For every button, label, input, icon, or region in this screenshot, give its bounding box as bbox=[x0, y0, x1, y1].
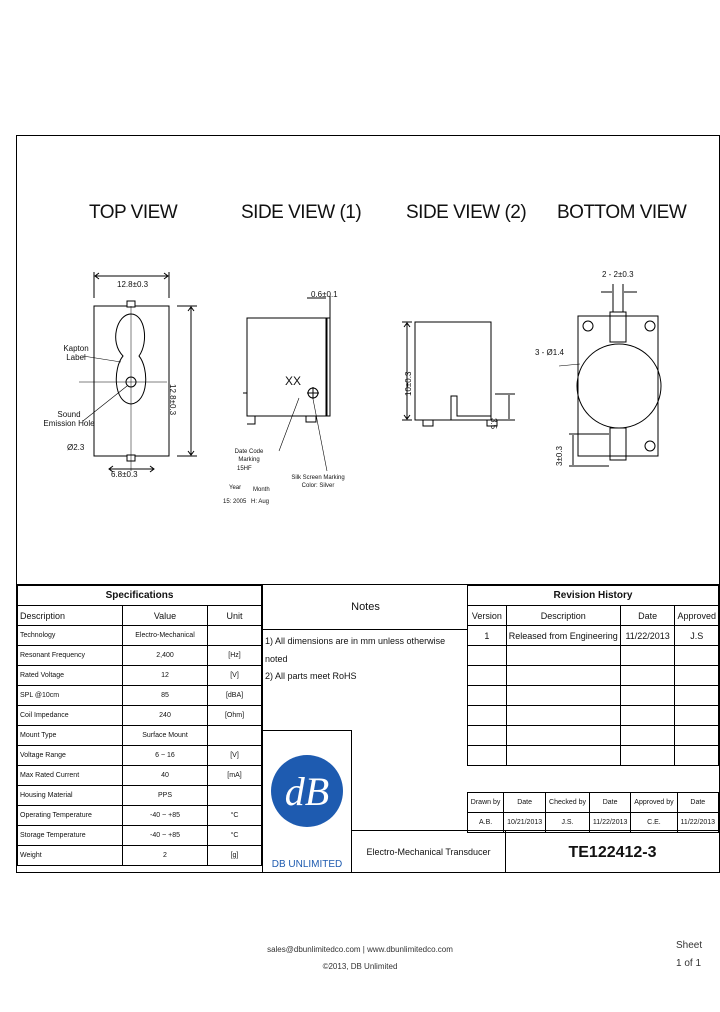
date-code-example: 15HF bbox=[237, 466, 252, 472]
drawing-sheet bbox=[16, 135, 720, 873]
rev-col-description: Description bbox=[506, 606, 620, 626]
spec-value: 85 bbox=[123, 686, 208, 706]
logo-text: DB UNLIMITED bbox=[271, 859, 343, 870]
spec-row bbox=[18, 726, 262, 746]
spec-row bbox=[18, 686, 262, 706]
drawn-date-label: Date bbox=[504, 793, 546, 813]
rev-approved: J.S bbox=[675, 626, 719, 646]
approved-date-label: Date bbox=[677, 793, 718, 813]
spec-description: Housing Material bbox=[18, 786, 123, 806]
silk-screen-callout: Silk Screen Marking Color: Silver bbox=[291, 475, 345, 489]
notes-panel bbox=[262, 585, 468, 730]
side-view-1-title: SIDE VIEW (1) bbox=[241, 202, 362, 223]
product-name: Electro-Mechanical Transducer bbox=[352, 830, 506, 873]
side2-height-dim: 10±0.3 bbox=[404, 371, 413, 396]
spec-value: 12 bbox=[123, 666, 208, 686]
notes-title: Notes bbox=[263, 585, 468, 630]
sound-hole-callout: Sound Emission Hole bbox=[43, 410, 95, 428]
drawn-by-value: A.B. bbox=[468, 813, 504, 833]
spec-unit: [V] bbox=[208, 746, 262, 766]
signoff-table bbox=[467, 792, 719, 833]
spec-unit bbox=[208, 786, 262, 806]
spec-value: 240 bbox=[123, 706, 208, 726]
drawn-date-value: 10/21/2013 bbox=[504, 813, 546, 833]
specs-col-value: Value bbox=[123, 606, 208, 626]
drawn-by-label: Drawn by bbox=[468, 793, 504, 813]
revision-title: Revision History bbox=[468, 586, 719, 606]
spec-description: Max Rated Current bbox=[18, 766, 123, 786]
spec-value: 40 bbox=[123, 766, 208, 786]
spec-value: -40 ~ +85 bbox=[123, 826, 208, 846]
spec-description: Mount Type bbox=[18, 726, 123, 746]
spec-description: Voltage Range bbox=[18, 746, 123, 766]
top-view-title: TOP VIEW bbox=[89, 202, 178, 223]
rev-col-date: Date bbox=[620, 606, 675, 626]
bottom-view-title: BOTTOM VIEW bbox=[557, 202, 687, 223]
rev-col-approved: Approved bbox=[675, 606, 719, 626]
notes-line-2: 2) All parts meet RoHS bbox=[265, 671, 357, 681]
spec-row bbox=[18, 766, 262, 786]
spec-row bbox=[18, 706, 262, 726]
spec-row bbox=[18, 846, 262, 866]
spec-description: Operating Temperature bbox=[18, 806, 123, 826]
approved-by-label: Approved by bbox=[631, 793, 677, 813]
specs-col-description: Description bbox=[18, 606, 123, 626]
spec-description: SPL @10cm bbox=[18, 686, 123, 706]
spec-row bbox=[18, 626, 262, 646]
spec-value: PPS bbox=[123, 786, 208, 806]
side1-thickness-dim: 0.6±0.1 bbox=[311, 290, 338, 299]
specs-col-unit: Unit bbox=[208, 606, 262, 626]
date-month-label: Month bbox=[253, 487, 270, 493]
spec-value: -40 ~ +85 bbox=[123, 806, 208, 826]
side-view-2-title: SIDE VIEW (2) bbox=[406, 202, 527, 223]
spec-description: Resonant Frequency bbox=[18, 646, 123, 666]
hole-diameter-callout: Ø2.3 bbox=[67, 443, 85, 452]
spec-value: Electro-Mechanical bbox=[123, 626, 208, 646]
part-number: TE122412-3 bbox=[506, 830, 719, 873]
spec-row bbox=[18, 646, 262, 666]
checked-date-value: 11/22/2013 bbox=[589, 813, 630, 833]
approved-by-value: C.E. bbox=[631, 813, 677, 833]
spec-unit bbox=[208, 726, 262, 746]
specifications-table bbox=[17, 585, 262, 866]
spec-unit: °C bbox=[208, 806, 262, 826]
logo-mark: dB bbox=[284, 769, 330, 814]
date-code-callout: Date Code Marking bbox=[234, 449, 264, 463]
spec-row bbox=[18, 806, 262, 826]
sheet-label: Sheet bbox=[676, 940, 703, 951]
spec-unit: [V] bbox=[208, 666, 262, 686]
spec-value: 2,400 bbox=[123, 646, 208, 666]
spec-unit: [Hz] bbox=[208, 646, 262, 666]
bottom-pin-height-dim: 3±0.3 bbox=[555, 446, 564, 466]
spec-unit: [Ohm] bbox=[208, 706, 262, 726]
spec-value: 2 bbox=[123, 846, 208, 866]
kapton-label-callout: Kapton Label bbox=[63, 344, 89, 362]
spec-unit: [mA] bbox=[208, 766, 262, 786]
checked-by-value: J.S. bbox=[546, 813, 590, 833]
specs-title: Specifications bbox=[18, 586, 262, 606]
footer-contact[interactable]: sales@dbunlimitedco.com | www.dbunlimitedco.com bbox=[267, 945, 453, 954]
notes-line-1: 1) All dimensions are in mm unless otherwise noted bbox=[265, 636, 446, 664]
top-height-dim: 12.8±0.3 bbox=[168, 384, 177, 416]
db-logo-icon bbox=[263, 731, 351, 851]
approved-date-value: 11/22/2013 bbox=[677, 813, 718, 833]
date-year-value: 15: 2005 bbox=[223, 499, 247, 505]
footer-copyright: ©2013, DB Unlimited bbox=[322, 962, 398, 971]
checked-by-label: Checked by bbox=[546, 793, 590, 813]
spec-unit bbox=[208, 626, 262, 646]
logo-box bbox=[262, 730, 352, 873]
bottom-view-drawing bbox=[559, 284, 661, 466]
top-width-dim: 12.8±0.3 bbox=[117, 280, 149, 289]
bottom-holes-dim: 3 - Ø1.4 bbox=[535, 348, 564, 357]
spec-description: Coil Impedance bbox=[18, 706, 123, 726]
rev-date: 11/22/2013 bbox=[620, 626, 675, 646]
spec-row bbox=[18, 746, 262, 766]
checked-date-label: Date bbox=[589, 793, 630, 813]
spec-value: Surface Mount bbox=[123, 726, 208, 746]
top-bottom-width-dim: 6.8±0.3 bbox=[111, 470, 138, 479]
spec-row bbox=[18, 666, 262, 686]
spec-unit: °C bbox=[208, 826, 262, 846]
spec-value: 6 ~ 16 bbox=[123, 746, 208, 766]
spec-row bbox=[18, 786, 262, 806]
side-view-2-drawing bbox=[402, 322, 515, 426]
spec-description: Weight bbox=[18, 846, 123, 866]
spec-row bbox=[18, 826, 262, 846]
bottom-pin-gap-dim: 2 - 2±0.3 bbox=[602, 270, 634, 279]
revision-table bbox=[467, 585, 719, 766]
spec-description: Technology bbox=[18, 626, 123, 646]
rev-description: Released from Engineering bbox=[506, 626, 620, 646]
top-view-drawing bbox=[79, 272, 197, 472]
rev-version: 1 bbox=[468, 626, 507, 646]
spec-unit: [g] bbox=[208, 846, 262, 866]
spec-description: Storage Temperature bbox=[18, 826, 123, 846]
date-year-label: Year bbox=[229, 485, 242, 491]
rev-col-version: Version bbox=[468, 606, 507, 626]
spec-unit: [dBA] bbox=[208, 686, 262, 706]
date-month-value: H: Aug bbox=[251, 499, 270, 505]
spec-description: Rated Voltage bbox=[18, 666, 123, 686]
side2-pin-dim: 3.5 bbox=[489, 418, 498, 430]
side1-marking: XX bbox=[285, 374, 302, 388]
sheet-value: 1 of 1 bbox=[676, 958, 702, 969]
